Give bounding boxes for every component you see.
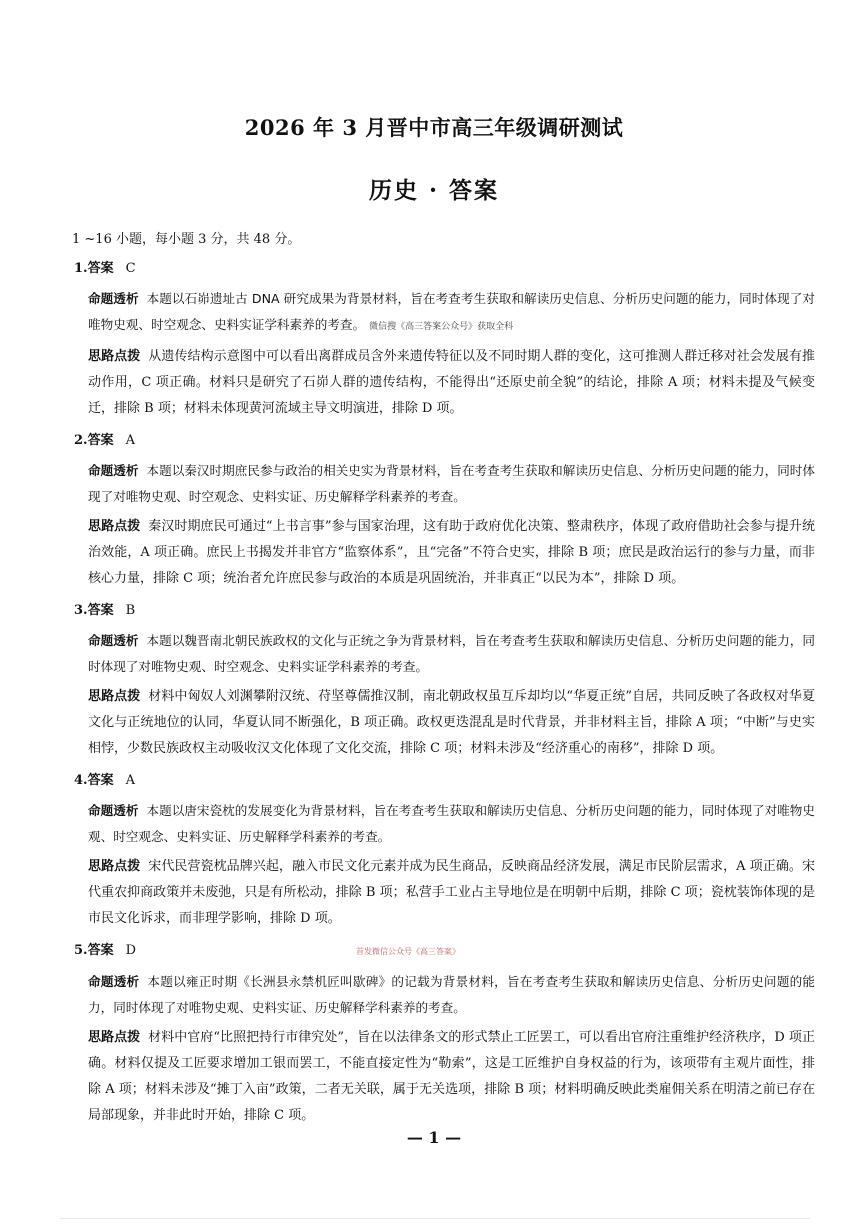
hint-text: 材料中匈奴人刘渊攀附汉统、苻坚尊儒推汉制，南北朝政权虽互斥却均以“华夏正统”自居，共同反映了各政权对华夏文化与正统地位的认同，华夏认同不断强化，B 项正确。政权更迭混乱是时代背景，并非材料主旨，排除 A 项；“中断”与史实相悖，少数民族政权主动吸收汉文化体现了文化交流，排除 C 项；材料未涉及“经济重心的南移”，排除 D 项。 [88, 689, 815, 756]
question-5-hint [88, 1025, 815, 1129]
exam-title: 2026 年 3 月晋中市高三年级调研测试 [244, 115, 624, 140]
answer-value: A [125, 773, 135, 788]
answer-label: 答案 [87, 603, 114, 618]
question-5-answer-line [74, 940, 815, 963]
answer-value: C [125, 261, 136, 276]
analysis-text: 本题以秦汉时期庶民参与政治的相关史实为背景材料，旨在考查考生获取和解读历史信息、分析历史问题的能力，同时体现了对唯物史观、时空观念、史料实证、历史解释学科素养的考查。 [88, 463, 816, 504]
hint-label: 思路点拨 [88, 519, 141, 534]
question-3-analysis [88, 628, 815, 680]
watermark-text: 首发微信公众号《高三答案》 [356, 947, 461, 956]
subject-title: 历史 · 答案 [368, 177, 500, 204]
question-3-answer-line [74, 600, 815, 622]
question-5 [70, 940, 815, 1129]
answer-content [70, 230, 815, 1137]
analysis-text: 本题以魏晋南北朝民族政权的文化与正统之争为背景材料，旨在考查考生获取和解读历史信息、分析历史问题的能力，同时体现了对唯物史观、时空观念、史料实证学科素养的考查。 [88, 633, 816, 674]
answer-value: B [125, 603, 136, 618]
question-2-hint [88, 514, 815, 592]
answer-label: 答案 [87, 943, 114, 958]
question-2 [70, 430, 815, 592]
hint-label: 思路点拨 [88, 349, 141, 364]
analysis-text: 本题以雍正时期《长洲县永禁机匠叫歇碑》的记载为背景材料，旨在考查考生获取和解读历史信息、分析历史问题的能力，同时体现了对唯物史观、史料实证、历史解释学科素养的考查。 [88, 974, 815, 1015]
bottom-divider [60, 1218, 810, 1219]
analysis-label: 命题透析 [88, 463, 139, 478]
hint-text: 材料中官府“比照把持行市律究处”，旨在以法律条文的形式禁止工匠罢工，可以看出官府注重维护经济秩序，D 项正确。材料仅提及工匠要求增加工银而罢工，不能直接定性为“勒索”，这是工匠维护自身权益的行为，该项带有主观片面性，排除 A 项；材料未涉及“摊丁入亩”政策，二者无关联，属于无关选项，排除 B 项；材料明确反映此类雇佣关系在明清之前已存在局部现象，并非此时开始，排除 C 项。 [88, 1030, 815, 1123]
analysis-label: 命题透析 [88, 633, 139, 648]
question-3-hint [88, 684, 815, 762]
question-number: 2. [74, 433, 88, 448]
question-2-answer-line [74, 430, 815, 452]
question-1-analysis [88, 286, 815, 340]
question-number: 5. [74, 943, 88, 958]
analysis-text: 本题以石峁遗址古 DNA 研究成果为背景材料，旨在考查考生获取和解读历史信息、分析历史问题的能力，同时体现了对唯物史观、时空观念、史料实证学科素养的考查。 [88, 291, 815, 332]
question-1-answer-line [74, 258, 815, 280]
question-1 [70, 258, 815, 422]
scoring-intro: 1 ~16 小题，每小题 3 分，共 48 分。 [72, 232, 301, 247]
question-1-hint [88, 344, 815, 422]
question-4 [70, 770, 815, 932]
watermark-text: 微信搜《高三答案公众号》获取全科 [369, 322, 514, 332]
answer-label: 答案 [87, 261, 114, 276]
question-2-analysis [88, 458, 815, 510]
page-number: — 1 — [406, 1128, 462, 1147]
question-3 [70, 600, 815, 762]
analysis-label: 命题透析 [88, 803, 139, 818]
question-4-answer-line [74, 770, 815, 792]
hint-label: 思路点拨 [88, 689, 141, 704]
hint-text: 秦汉时期庶民可通过“上书言事”参与国家治理，这有助于政府优化决策、整肃秩序，体现了政府借助社会参与提升统治效能，A 项正确。庶民上书揭发并非官方“监察体系”，且“完备”不符合史实，排除 B 项；庶民是政治运行的参与力量，而非核心力量，排除 C 项；统治者允许庶民参与政治的本质是巩固统治，并非真正“以民为本”，排除 D 项。 [88, 519, 815, 586]
question-5-analysis [88, 969, 815, 1021]
analysis-label: 命题透析 [88, 291, 139, 306]
hint-text: 宋代民营瓷枕品牌兴起，融入市民文化元素并成为民生商品，反映商品经济发展，满足市民阶层需求，A 项正确。宋代重农抑商政策并未废弛，只是有所松动，排除 B 项；私营手工业占主导地位是在明朝中后期，排除 C 项；瓷枕装饰体现的是市民文化诉求，而非理学影响，排除 D 项。 [88, 859, 815, 926]
answer-label: 答案 [87, 433, 114, 448]
answer-value: A [125, 433, 135, 448]
question-4-analysis [88, 798, 815, 850]
question-number: 3. [74, 603, 88, 618]
analysis-label: 命题透析 [88, 974, 140, 989]
question-number: 4. [74, 773, 88, 788]
hint-label: 思路点拨 [88, 859, 141, 874]
analysis-text: 本题以唐宋瓷枕的发展变化为背景材料，旨在考查考生获取和解读历史信息、分析历史问题的能力，同时体现了对唯物史观、时空观念、史料实证、历史解释学科素养的考查。 [88, 803, 816, 844]
answer-value: D [125, 943, 137, 958]
hint-text: 从遗传结构示意图中可以看出离群成员含外来遗传特征以及不同时期人群的变化，这可推测人群迁移对社会发展有推动作用，C 项正确。材料只是研究了石峁人群的遗传结构，不能得出“还原史前全貌”的结论，排除 A 项；材料未提及气候变迁，排除 B 项；材料未体现黄河流域主导文明演进，排除 D 项。 [88, 349, 815, 416]
question-number: 1. [74, 261, 88, 276]
hint-label: 思路点拨 [88, 1030, 141, 1045]
answer-label: 答案 [87, 773, 114, 788]
question-4-hint [88, 854, 815, 932]
